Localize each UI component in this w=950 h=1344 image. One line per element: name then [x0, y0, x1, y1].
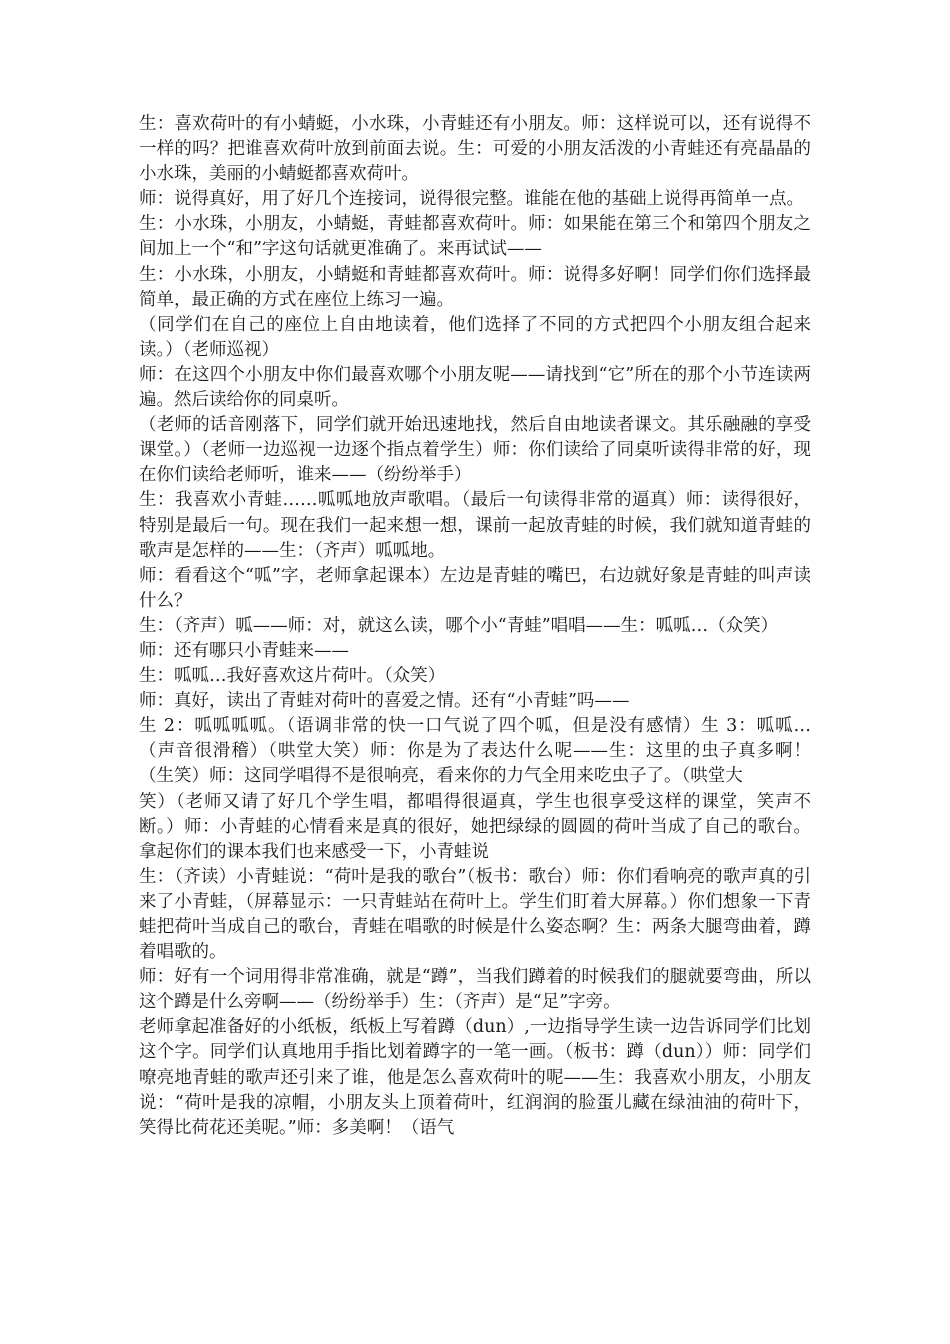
- paragraph: 生：小水珠，小朋友，小蜻蜓和青蛙都喜欢荷叶。师：说得多好啊！同学们你们选择最简单，最正确的方式在座位上练习一遍。: [139, 264, 811, 310]
- paragraph: 师：好有一个词用得非常准确，就是“蹲”，当我们蹲着的时候我们的腿就要弯曲，所以这个蹲是什么旁啊——（纷纷举手）生：（齐声）是“足”字旁。: [139, 967, 811, 1013]
- paragraph: 师：还有哪只小青蛙来——: [139, 640, 349, 661]
- paragraph: 生：（齐读）小青蛙说：“荷叶是我的歌台”（板书：歌台）师：你们看响亮的歌声真的引来了小青蛙，（屏幕显示：一只青蛙站在荷叶上。学生们盯着大屏幕。）你们想象一下青蛙把荷叶当成自己的歌台，青蛙在唱歌的时候是什么姿态啊？生：两条大腿弯曲着，蹲着唱歌的。: [139, 866, 811, 963]
- paragraph: （同学们在自己的座位上自由地读着，他们选择了不同的方式把四个小朋友组合起来读。）（老师巡视）: [139, 314, 811, 360]
- paragraph: 生：（齐声）呱——师：对，就这么读，哪个小“青蛙”唱唱——生：呱呱…（众笑）: [139, 615, 779, 636]
- paragraph: 师：说得真好，用了好几个连接词，说得很完整。谁能在他的基础上说得再简单一点。: [139, 189, 804, 210]
- paragraph: 笑）（老师又请了好几个学生唱，都唱得很逼真，学生也很享受这样的课堂，笑声不断。）师：小青蛙的心情看来是真的很好，她把绿绿的圆圆的荷叶当成了自己的歌台。拿起你们的课本我们也来感受一下，小青蛙说: [139, 791, 811, 862]
- paragraph: 生：小水珠，小朋友，小蜻蜓，青蛙都喜欢荷叶。师：如果能在第三个和第四个朋友之间加上一个“和”字这句话就更准确了。来再试试——: [139, 214, 811, 260]
- paragraph: 生：呱呱…我好喜欢这片荷叶。（众笑）: [139, 666, 446, 687]
- document-body: [139, 112, 811, 1141]
- paragraph: 生：喜欢荷叶的有小蜻蜓，小水珠，小青蛙还有小朋友。师：这样说可以，还有说得不一样的吗？把谁喜欢荷叶放到前面去说。生：可爱的小朋友活泼的小青蛙还有亮晶晶的小水珠，美丽的小蜻蜓都喜欢荷叶。: [139, 114, 811, 185]
- paragraph: 师：看看这个“呱”字，老师拿起课本）左边是青蛙的嘴巴，右边就好象是青蛙的叫声读什么？: [139, 565, 811, 611]
- paragraph: 老师拿起准备好的小纸板，纸板上写着蹲（dun）,一边指导学生读一边告诉同学们比划这个字。同学们认真地用手指比划着蹲字的一笔一画。（板书：蹲（dun））师：同学们嘹亮地青蛙的歌声还引来了谁，他是怎么喜欢荷叶的呢——生：我喜欢小朋友，小朋友说：“荷叶是我的凉帽，小朋友头上顶着荷叶，红润润的脸蛋儿藏在绿油油的荷叶下，笑得比荷花还美呢。”师：多美啊！（语气: [139, 1017, 811, 1138]
- paragraph: 生 2：呱呱呱呱。（语调非常的快一口气说了四个呱，但是没有感情）生 3：呱呱…（声音很滑稽）（哄堂大笑）师：你是为了表达什么呢——生：这里的虫子真多啊！（生笑）师：这同学唱得不是很响亮，看来你的力气全用来吃虫子了。（哄堂大: [139, 716, 811, 787]
- paragraph: 师：在这四个小朋友中你们最喜欢哪个小朋友呢——请找到“它”所在的那个小节连读两遍。然后读给你的同桌听。: [139, 364, 811, 411]
- paragraph: 生：我喜欢小青蛙……呱呱地放声歌唱。（最后一句读得非常的逼真）师：读得很好，特别是最后一句。现在我们一起来想一想，课前一起放青蛙的时候，我们就知道青蛙的歌声是怎样的——生：（齐声）呱呱地。: [139, 490, 811, 561]
- paragraph: 师：真好，读出了青蛙对荷叶的喜爱之情。还有“小青蛙”吗——: [139, 691, 630, 712]
- paragraph: （老师的话音刚落下，同学们就开始迅速地找，然后自由地读者课文。其乐融融的享受课堂。）（老师一边巡视一边逐个指点着学生）师：你们读给了同桌听读得非常的好，现在你们读给老师听，谁来——（纷纷举手）: [139, 415, 811, 486]
